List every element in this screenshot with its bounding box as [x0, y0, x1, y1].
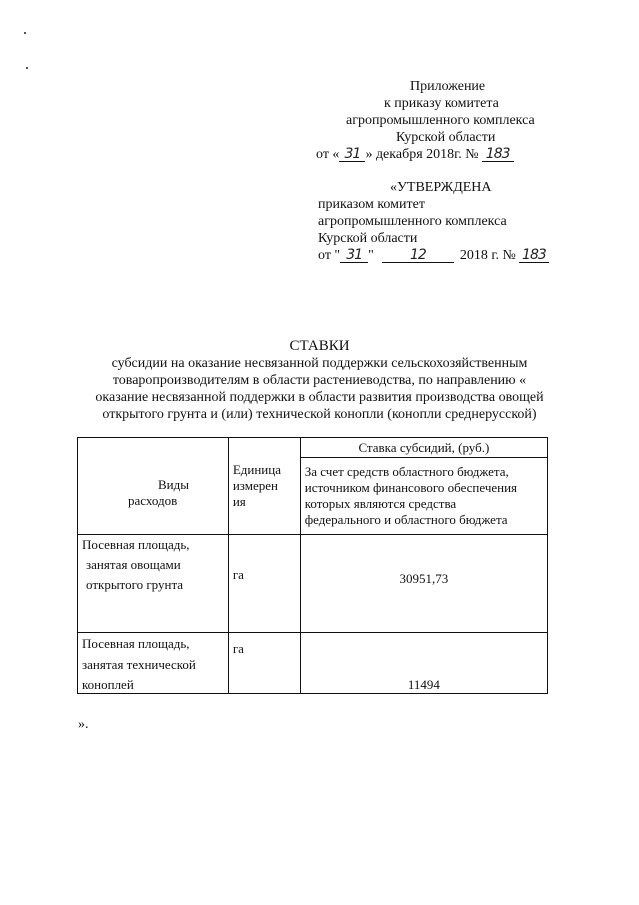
row-2-rate: 11494	[300, 633, 547, 694]
appendix-date-number: 183	[482, 147, 514, 162]
row-2-expense-line-1: Посевная площадь,	[82, 636, 190, 651]
table-header-row-top	[78, 438, 548, 458]
approved-date-month: 12	[382, 248, 454, 263]
closing-quote: ».	[78, 717, 89, 732]
document-subtitle-line-4: открытого грунта и (или) технической конопли (конопли среднерусской)	[102, 407, 537, 422]
approved-line-2: приказом комитет	[318, 197, 425, 212]
row-1-unit: га	[228, 535, 300, 633]
row-1-expense-line-2: занятая овощами	[86, 557, 181, 572]
table-row	[78, 535, 548, 633]
header-unit-line-1: Единица	[232, 462, 281, 477]
header-expense-type	[78, 438, 229, 535]
appendix-line-4: Курской области	[396, 130, 496, 145]
header-rate-source-line-3: которых являются средства	[304, 496, 457, 512]
header-rate-source-line-4: федерального и областного бюджета	[304, 512, 508, 528]
appendix-line-3: агропромышленного комплекса	[346, 113, 535, 128]
approved-line-1: «УТВЕРЖДЕНА	[390, 180, 492, 195]
header-rate: Ставка субсидий, (руб.)	[300, 438, 547, 458]
header-expense-type-line-1: Виды	[158, 477, 189, 492]
header-unit	[228, 438, 300, 535]
row-1-expense-type	[78, 535, 229, 633]
header-rate-source-line-1: За счет средств областного бюджета,	[304, 464, 509, 480]
scan-speck	[24, 32, 26, 34]
approved-date	[318, 247, 549, 264]
approved-date-number: 183	[519, 248, 549, 263]
header-rate-source-line-2: источником финансового обеспечения	[304, 480, 518, 496]
table-row	[78, 633, 548, 694]
header-expense-type-line-2: расходов	[128, 493, 178, 508]
header-unit-line-2: измерен	[232, 478, 278, 493]
approved-date-prefix: от "	[318, 248, 341, 263]
row-1-rate: 30951,73	[300, 535, 547, 633]
row-2-expense-line-3: коноплей	[82, 677, 134, 692]
appendix-line-1: Приложение	[410, 79, 486, 94]
header-rate-source	[300, 458, 547, 535]
rates-table	[77, 437, 548, 694]
appendix-date-day: 31	[339, 147, 365, 162]
document-subtitle-line-3: оказание несвязанной поддержки в области развития производства овощей	[95, 390, 544, 405]
appendix-date-mid: » декабря 2018г. №	[365, 147, 479, 162]
approved-date-day: 31	[340, 248, 368, 263]
row-1-expense-line-3: открытого грунта	[86, 577, 184, 592]
scan-speck	[26, 67, 28, 69]
row-1-expense-line-1: Посевная площадь,	[82, 537, 190, 552]
header-unit-line-3: ия	[232, 494, 246, 509]
approved-line-3: агропромышленного комплекса	[318, 214, 507, 229]
approved-date-mid: 2018 г. №	[459, 248, 516, 263]
approved-date-quote: "	[368, 248, 374, 263]
row-2-expense-line-2: занятая технической	[82, 657, 196, 672]
document-subtitle-line-2: товаропроизводителям в области растениеводства, по направлению «	[112, 373, 527, 388]
document-title: СТАВКИ	[289, 338, 350, 354]
approved-line-4: Курской области	[318, 231, 418, 246]
document-subtitle-line-1: субсидии на оказание несвязанной поддержки сельскохозяйственным	[111, 356, 528, 371]
appendix-line-2: к приказу комитета	[384, 96, 499, 111]
row-2-expense-type	[78, 633, 229, 694]
row-2-unit: га	[228, 633, 300, 694]
appendix-date	[316, 146, 514, 163]
appendix-date-prefix: от «	[316, 147, 340, 162]
